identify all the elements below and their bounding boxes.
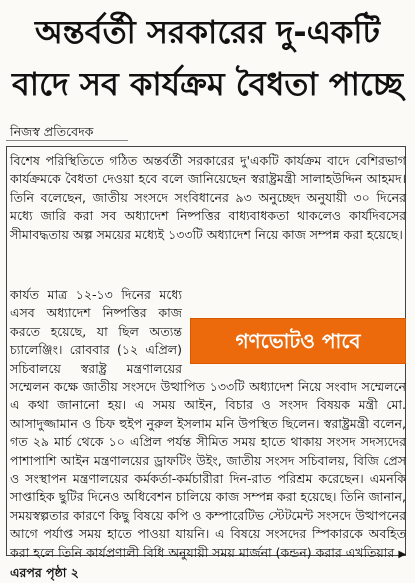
headline-line-2: বাদে সব কার্যক্রম বৈধতা পাচ্ছে (11, 65, 404, 103)
continuation-note[interactable]: এরপর পৃষ্ঠা ২ (10, 565, 79, 581)
byline: নিজস্ব প্রতিবেদক (10, 124, 94, 139)
byline-rule (6, 140, 128, 141)
article-paragraph-2 (10, 286, 407, 581)
article-paragraph-2-text: কার্যত মাত্র ১২-১৩ দিনের মধ্যে এসব অধ্যাদেশ নিষ্পত্তির কাজ করতে হয়েছে, যা ছিল অত্যন্ত চ্যালেঞ্জিং। রোববার (১২ এপ্রিল) সচিবালয়ে স্বরাষ্ট্র মন্ত্রণালয়ের সম্মেলন কক্ষে জাতীয় সংসদে উত্থাপিত ১৩৩টি অধ্যাদেশ নিয়ে সংবাদ সম্মেলনে এ কথা জানানো হয়। এ সময় আইন, বিচার ও সংসদ বিষয়ক মন্ত্রী মো. আসাদুজ্জামান ও চিফ হুইপ নুরুল ইসলাম মনি উপস্থিত ছিলেন। স্বরাষ্ট্রমন্ত্রী বলেন, গত ২৯ মার্চ থেকে ১০ এপ্রিল পর্যন্ত সীমিত সময় হাতে থাকায় সংসদ সদস্যদের পাশাপাশি আইন মন্ত্রণালয়ের ড্রাফটিং উইং, জাতীয় সংসদ সচিবালয়, বিজি প্রেস ও সংস্থাপন মন্ত্রণালয়ের কর্মকর্তা-কর্মচারীরা দিন-রাত পরিশ্রম করেছেন। এমনকি সাপ্তাহিক ছুটির দিনেও অধিবেশন চালিয়ে কাজ সম্পন্ন করা হয়েছে। তিনি জানান, সময়স্বল্পতার কারণে কিছু বিষয়ে কপি ও কম্পারেটিভ স্টেটমেন্ট সংসদে উত্থাপনের আগে পর্যাপ্ত সময় হাতে পাওয়া যায়নি। এ বিষয়ে সংসদের স্পিকারকে অবহিত করা হলে তিনি কার্যপ্রণালী বিধি অনুযায়ী সময় মার্জনা (কন্ডন) করার এখতিয়ার (10, 287, 406, 560)
headline-line-1: অন্তর্বর্তী সরকারের দু-একটি (35, 13, 380, 51)
triangle-right-icon: ▶ (398, 548, 407, 560)
article-paragraph-1: বিশেষ পরিস্থিতিতে গঠিত অন্তর্বর্তী সরকারের দু'একটি কার্যক্রম বাদে বেশিরভাগ কার্যক্রমকে বৈধতা দেওয়া হবে বলে জানিয়েছেন স্বরাষ্ট্রমন্ত্রী সালাহউদ্দিন আহমদ। তিনি বলেছেন, জাতীয় সংসদে সংবিধানের ৯৩ অনুচ্ছেদ অনুযায়ী ৩০ দিনের মধ্যে জারি করা সব অধ্যাদেশ নিষ্পত্তির বাধ্যবাধকতা থাকলেও কার্যদিবসের সীমাবদ্ধতায় অল্প সময়ের মধ্যেই ১৩৩টি অধ্যাদেশ নিয়ে কাজ সম্পন্ন করা হয়েছে। (10, 153, 406, 242)
pull-quote: গণভোটও পাবে (190, 318, 406, 364)
